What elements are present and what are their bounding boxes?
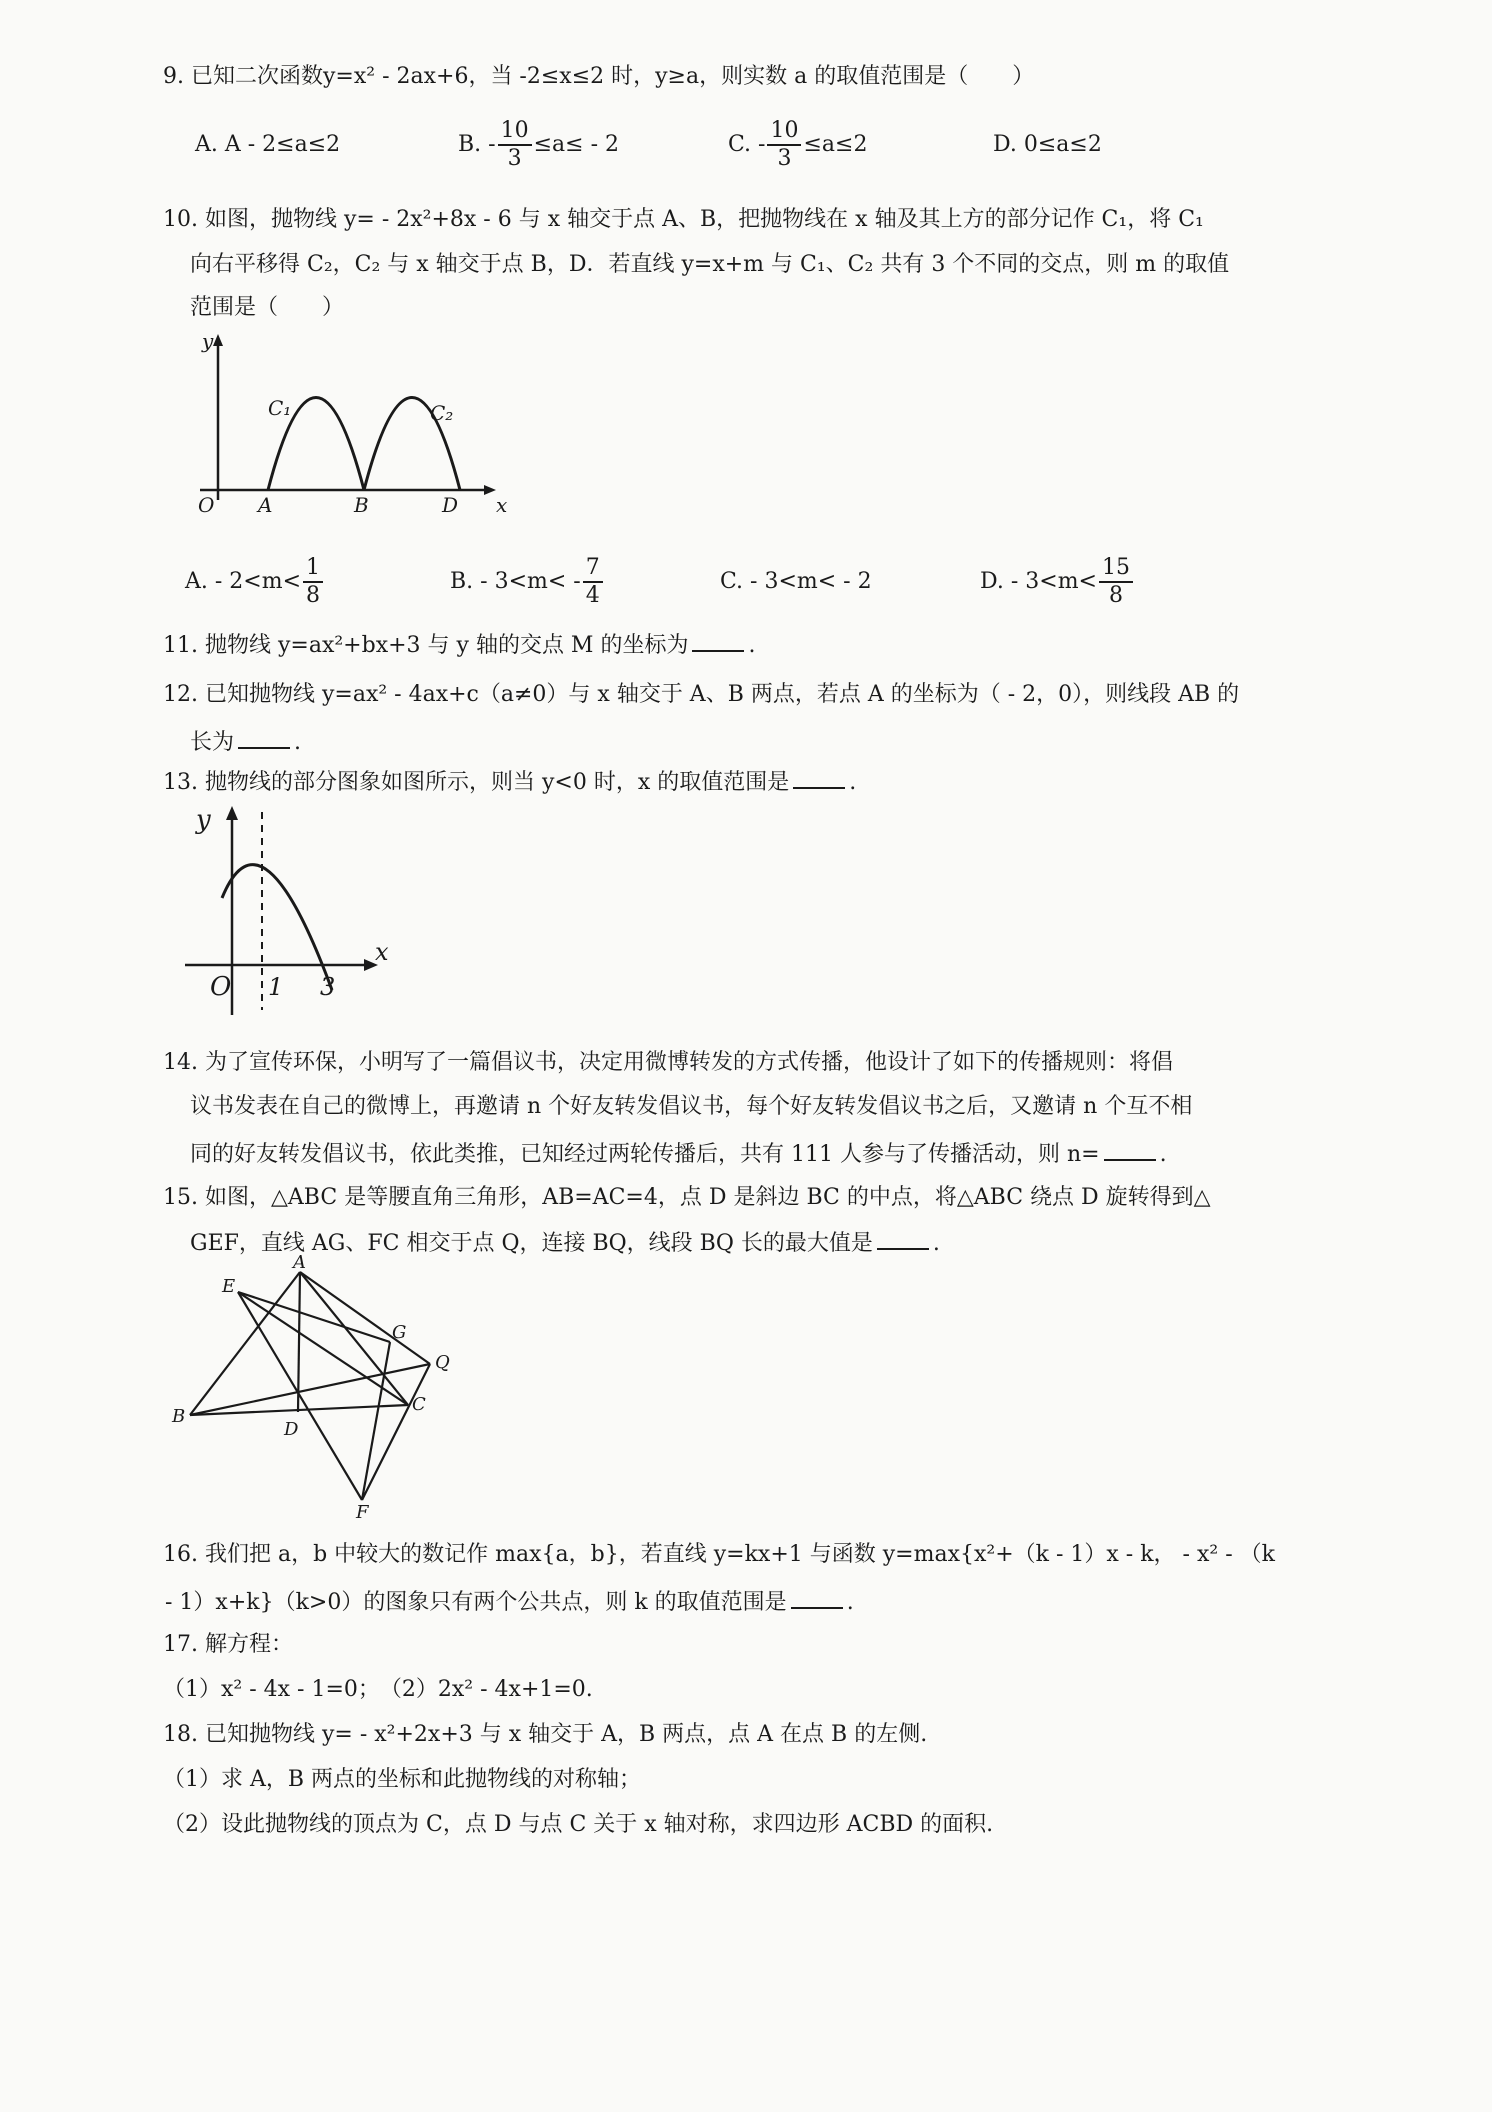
q14-answer-blank[interactable] — [1104, 1137, 1156, 1161]
q13-period: . — [849, 770, 857, 795]
q11-answer-blank[interactable] — [692, 628, 744, 652]
q14-period: . — [1159, 1142, 1167, 1167]
q9-option-c-suffix: ≤a≤2 — [803, 132, 868, 157]
q12-period: . — [294, 730, 302, 755]
q15-lines — [190, 1272, 430, 1500]
q13-label-3: 3 — [320, 973, 336, 1001]
q10-label-y: y — [202, 329, 214, 353]
q16-stem-end: - 1）x+k}（k>0）的图象只有两个公共点，则 k 的取值范围是 — [165, 1590, 787, 1615]
q10-option-d-numerator: 15 — [1099, 555, 1133, 583]
q18-sub-2: （2）设此抛物线的顶点为 C，点 D 与点 C 关于 x 轴对称，求四边形 ACBD 的面积. — [163, 1812, 994, 1837]
q10-option-d-fraction — [1099, 555, 1133, 609]
q15-label-f: F — [356, 1502, 369, 1523]
q9-option-b-fraction — [498, 118, 532, 172]
q9-option-b — [458, 118, 619, 172]
q15-answer-blank[interactable] — [877, 1226, 929, 1250]
q18-sub-1: （1）求 A，B 两点的坐标和此抛物线的对称轴； — [163, 1767, 642, 1792]
q13-y-arrow — [226, 806, 238, 820]
q13-answer-blank[interactable] — [793, 765, 845, 789]
q10-label-a: A — [258, 493, 273, 517]
q13-text — [163, 765, 856, 798]
q9-option-c-numerator: 10 — [767, 118, 801, 146]
q11-text — [163, 628, 755, 661]
q15-label-b: B — [172, 1406, 186, 1427]
q10-line-1: 10. 如图，抛物线 y= - 2x²+8x - 6 与 x 轴交于点 A、B，把抛物线在 x 轴及其上方的部分记作 C₁，将 C₁ — [163, 207, 1204, 232]
q13-label-x: x — [375, 938, 389, 966]
q10-label-c2: C₂ — [430, 401, 454, 425]
q9-option-c-fraction — [767, 118, 801, 172]
q10-option-b — [450, 555, 605, 609]
q9-stem: 9. 已知二次函数y=x² - 2ax+6，当 -2≤x≤2 时，y≥a，则实数 a 的取值范围是（ ） — [163, 64, 1035, 89]
q12-line-2 — [190, 725, 301, 758]
q10-x-arrow — [484, 485, 496, 495]
q10-option-d-denominator: 8 — [1109, 583, 1123, 608]
q10-line-2: 向右平移得 C₂，C₂ 与 x 轴交于点 B，D．若直线 y=x+m 与 C₁、C₂ 共有 3 个不同的交点，则 m 的取值 — [190, 252, 1230, 277]
q10-option-a-prefix: A. - 2<m< — [185, 569, 302, 594]
q15-line-1: 15. 如图，△ABC 是等腰直角三角形，AB=AC=4，点 D 是斜边 BC 的中点，将△ABC 绕点 D 旋转得到△ — [163, 1185, 1211, 1210]
q10-option-d-prefix: D. - 3<m< — [980, 569, 1097, 594]
q10-option-b-numerator: 7 — [583, 555, 603, 583]
q12-line-1: 12. 已知抛物线 y=ax² - 4ax+c（a≠0）与 x 轴交于 A、B 两点，若点 A 的坐标为（ - 2，0），则线段 AB 的 — [163, 682, 1240, 707]
q17-title: 17. 解方程： — [163, 1632, 293, 1657]
q12-answer-blank[interactable] — [238, 725, 290, 749]
q10-option-b-prefix: B. - 3<m< - — [450, 569, 581, 594]
q14-line-2: 议书发表在自己的微博上，再邀请 n 个好友转发倡议书，每个好友转发倡议书之后，又邀请 n 个互不相 — [190, 1094, 1193, 1119]
q10-label-d: D — [442, 493, 459, 517]
q9-option-b-numerator: 10 — [498, 118, 532, 146]
q13-label-y: y — [196, 805, 211, 835]
q18-title: 18. 已知抛物线 y= - x²+2x+3 与 x 轴交于 A，B 两点，点 A 在点 B 的左侧. — [163, 1722, 928, 1747]
q15-period: . — [932, 1231, 940, 1256]
q9-option-d: D. 0≤a≤2 — [993, 132, 1102, 157]
q15-label-e: E — [222, 1276, 236, 1297]
q10-option-a-denominator: 8 — [306, 583, 321, 608]
q11-period: . — [748, 633, 756, 658]
q10-line-3: 范围是（ ） — [190, 295, 345, 320]
q10-label-b: B — [354, 493, 369, 517]
q13-stem: 13. 抛物线的部分图象如图所示，则当 y<0 时，x 的取值范围是 — [163, 770, 790, 795]
q16-line-2 — [165, 1585, 854, 1618]
q16-answer-blank[interactable] — [791, 1585, 843, 1609]
q10-label-o: O — [198, 493, 215, 517]
q10-option-b-fraction — [583, 555, 603, 609]
q14-line-1: 14. 为了宣传环保，小明写了一篇倡议书，决定用微博转发的方式传播，他设计了如下的传播规则：将倡 — [163, 1050, 1173, 1075]
q9-option-b-suffix: ≤a≤ - 2 — [533, 132, 619, 157]
q10-option-d — [980, 555, 1135, 609]
q15-seg-eg — [238, 1292, 390, 1342]
q15-figure — [160, 1252, 480, 1523]
q13-label-o: O — [210, 972, 232, 1002]
q9-option-b-prefix: B. - — [458, 132, 496, 157]
q10-y-arrow — [213, 334, 223, 346]
q14-line-3 — [190, 1137, 1167, 1170]
q9-option-c-denominator: 3 — [777, 146, 792, 171]
q10-option-c: C. - 3<m< - 2 — [720, 569, 872, 594]
q15-label-a: A — [293, 1252, 306, 1273]
q15-seg-ec — [238, 1292, 408, 1405]
q15-seg-fq — [362, 1364, 430, 1500]
q13-label-1: 1 — [268, 973, 284, 1001]
q9-option-c — [728, 118, 867, 172]
q16-period: . — [846, 1590, 854, 1615]
q9-option-c-prefix: C. - — [728, 132, 766, 157]
q9-option-b-denominator: 3 — [507, 146, 522, 171]
q16-line-1: 16. 我们把 a，b 中较大的数记作 max{a，b}，若直线 y=kx+1 与函数 y=max{x²+（k - 1）x - k， - x² - （k — [163, 1542, 1275, 1567]
q10-option-a — [185, 555, 325, 609]
q14-stem-end: 同的好友转发倡议书，依此类推，已知经过两轮传播后，共有 111 人参与了传播活动，则 n= — [190, 1142, 1100, 1167]
q10-figure — [180, 330, 520, 520]
q15-label-g: G — [392, 1322, 407, 1343]
q12-stem-end: 长为 — [190, 730, 235, 755]
q11-stem: 11. 抛物线 y=ax²+bx+3 与 y 轴的交点 M 的坐标为 — [163, 633, 689, 658]
q13-figure — [180, 800, 410, 1020]
q9-option-a: A. A - 2≤a≤2 — [195, 132, 341, 157]
q10-option-a-fraction — [303, 555, 323, 609]
q15-label-c: C — [412, 1394, 426, 1415]
q15-label-q: Q — [435, 1352, 450, 1373]
q10-label-x: x — [496, 493, 508, 517]
q10-option-a-numerator: 1 — [303, 555, 323, 583]
q10-label-c1: C₁ — [268, 396, 292, 420]
q10-option-b-denominator: 4 — [585, 583, 600, 608]
q15-stem-end: GEF，直线 AG、FC 相交于点 Q，连接 BQ，线段 BQ 长的最大值是 — [190, 1231, 873, 1256]
q15-label-d: D — [284, 1419, 299, 1440]
q13-parabola — [222, 865, 332, 990]
q17-subquestions: （1）x² - 4x - 1=0； （2）2x² - 4x+1=0. — [163, 1677, 593, 1702]
